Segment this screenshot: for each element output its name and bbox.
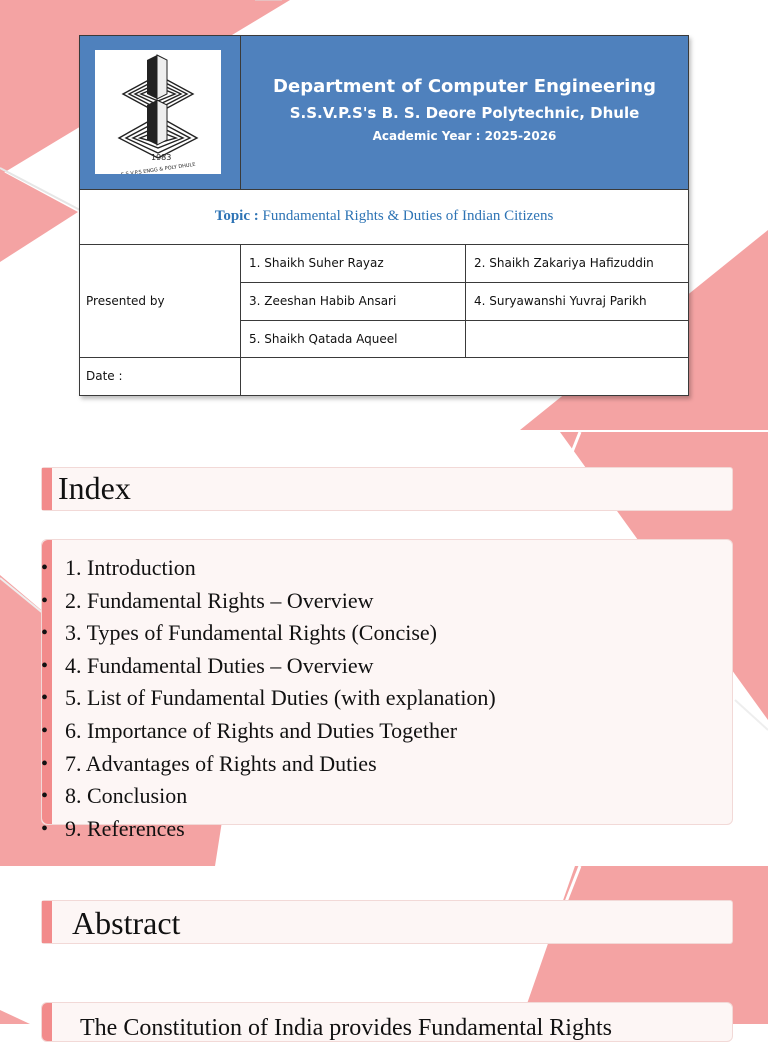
academic-year: Academic Year : 2025-2026 (372, 129, 557, 143)
presented-by-label: Presented by (80, 245, 241, 358)
index-item: • 8. Conclusion (41, 780, 496, 813)
abstract-box-accent (42, 1003, 52, 1041)
index-item: • 2. Fundamental Rights – Overview (41, 585, 496, 618)
college-name: S.S.V.P.S's B. S. Deore Polytechnic, Dhule (289, 104, 640, 122)
member-4: 4. Suryawanshi Yuvraj Parikh (466, 283, 688, 321)
header-row (80, 36, 688, 190)
index-item: • 6. Importance of Rights and Duties Together (41, 715, 496, 748)
member-1: 1. Shaikh Suher Rayaz (241, 245, 466, 283)
abstract-title: Abstract (72, 905, 181, 941)
index-accent (42, 468, 52, 510)
date-label: Date : (80, 358, 241, 395)
abstract-text: The Constitution of India provides Fundamental Rights (80, 1015, 612, 1041)
abstract-heading-bar (41, 900, 733, 944)
svg-text:1983: 1983 (151, 153, 172, 162)
member-5: 5. Shaikh Qatada Aqueel (241, 321, 466, 358)
index-item: • 3. Types of Fundamental Rights (Concise) (41, 617, 496, 650)
index-item: • 7. Advantages of Rights and Duties (41, 748, 496, 781)
department-title: Department of Computer Engineering (273, 76, 656, 97)
header-text (241, 36, 688, 189)
topic-label: Topic : (214, 208, 259, 224)
college-logo (95, 50, 221, 174)
abstract-box (41, 1002, 733, 1042)
index-title: Index (58, 470, 131, 506)
college-logo-icon (95, 50, 221, 174)
index-list (41, 552, 496, 845)
title-table (79, 35, 689, 396)
member-3: 3. Zeeshan Habib Ansari (241, 283, 466, 321)
svg-text:S.S.V.P.S ENGG & POLY DHULE: S.S.V.P.S ENGG & POLY DHULE (120, 161, 196, 174)
index-item: • 1. Introduction (41, 552, 496, 585)
logo-cell (80, 36, 241, 189)
index-heading-bar (41, 467, 733, 511)
member-empty-cell (466, 321, 688, 358)
index-item: • 5. List of Fundamental Duties (with explanation) (41, 682, 496, 715)
topic-row (80, 189, 688, 245)
abstract-accent (42, 901, 52, 943)
index-item: • 9. References (41, 813, 496, 846)
index-item: • 4. Fundamental Duties – Overview (41, 650, 496, 683)
member-2: 2. Shaikh Zakariya Hafizuddin (466, 245, 688, 283)
date-value (241, 358, 688, 395)
topic-value: Fundamental Rights & Duties of Indian Citizens (258, 208, 554, 224)
